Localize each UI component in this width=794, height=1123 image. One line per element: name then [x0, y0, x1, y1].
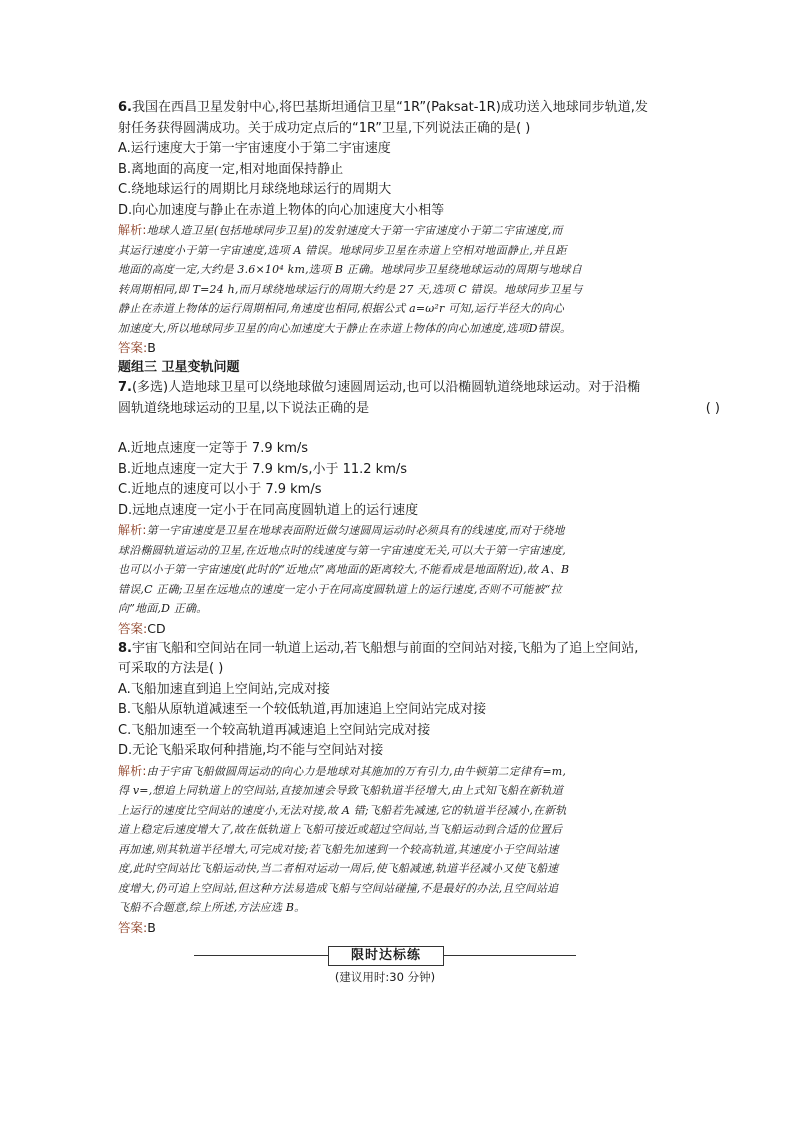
explanation-label: 解析: [118, 523, 147, 537]
question-8-explanation-line: 上运行的速度比空间站的速度小,无法对接,故 A 错;飞船若先减速,它的轨道半径减小,在新轨 [118, 803, 567, 817]
question-8-option-c: C.飞船加速至一个较高轨道再减速追上空间站完成对接 [118, 722, 431, 738]
question-7-option-c: C.近地点的速度可以小于 7.9 km/s [118, 482, 322, 497]
question-7-option-b: B.近地点速度一定大于 7.9 km/s,小于 11.2 km/s [118, 461, 408, 477]
section-banner [118, 944, 720, 968]
spacer [118, 419, 720, 439]
question-7-stem-line2: 圆轨道绕地球运动的卫星,以下说法正确的是 ( ) [118, 399, 720, 420]
explanation-label: 解析: [118, 763, 147, 778]
question-6-explanation-line: 其运行速度小于第一宇宙速度,选项 A 错误。地球同步卫星在赤道上空相对地面静止,并且距 [118, 243, 567, 257]
question-7-stem-line1: 7.(多选)人造地球卫星可以绕地球做匀速圆周运动,也可以沿椭圆轨道绕地球运动。对于沿椭 [118, 380, 641, 395]
question-7-explanation-line: 解析:第一宇宙速度是卫星在地球表面附近做匀速圆周运动时必须具有的线速度,而对于绕地 [118, 523, 565, 537]
banner-rule-left [194, 955, 328, 956]
question-8-explanation-line: 再加速,则其轨道半径增大,可完成对接;若飞船先加速到一个较高轨道,其速度小于空间站速 [118, 842, 559, 856]
answer-label: 答案: [118, 340, 148, 355]
section-heading: 题组三 卫星变轨问题 [118, 360, 240, 375]
question-8-stem-line2: 可采取的方法是( ) [118, 661, 224, 676]
question-8-explanation-line: 得 v=,想追上同轨道上的空间站,直接加速会导致飞船轨道半径增大,由上式知飞船在新轨道 [118, 784, 564, 797]
question-6-explanation-line: 地面的高度一定,大约是 3.6×10⁴ km,选项 B 正确。地球同步卫星绕地球运动的周期与地球自 [118, 263, 583, 276]
question-8-option-d: D.无论飞船采取何种措施,均不能与空间站对接 [118, 743, 384, 758]
question-8-explanation-line: 道上稳定后速度增大了,故在低轨道上飞船可接近或超过空间站,当飞船运动到合适的位置后 [118, 823, 563, 836]
banner-rule-right [444, 955, 576, 956]
question-7-explanation-line: 错误,C 正确;卫星在远地点的速度一定小于在同高度圆轨道上的运行速度,否则不可能被“拉 [118, 582, 562, 596]
question-6-stem-line1: 6.我国在西昌卫星发射中心,将巴基斯坦通信卫星“1R”(Paksat-1R)成功送入地球同步轨道,发 [118, 100, 648, 115]
question-8-answer: 答案:B [118, 919, 156, 935]
question-6-explanation-line: 静止在赤道上物体的运行周期相同,角速度也相同,根据公式 a=ω²r 可知,运行半径大的向心 [118, 302, 564, 315]
answer-label: 答案: [118, 919, 148, 935]
answer-blank: ( ) [705, 400, 720, 416]
banner-title: 限时达标练 [328, 946, 444, 966]
question-8-explanation-line: 度,此时空间站比飞船运动快,当二者相对运动一周后,使飞船减速,轨道半径减小又使飞船速 [118, 862, 559, 875]
explanation-label: 解析: [118, 223, 147, 237]
question-6-stem-line2: 射任务获得圆满成功。关于成功定点后的“1R”卫星,下列说法正确的是( ) [118, 120, 531, 136]
question-6-explanation-line: 解析:地球人造卫星(包括地球同步卫星)的发射速度大于第一宇宙速度小于第二宇宙速度,而 [118, 223, 563, 237]
document-page [118, 98, 720, 986]
question-7-option-a: A.近地点速度一定等于 7.9 km/s [118, 441, 309, 456]
question-number: 6. [118, 100, 132, 115]
question-6-option-d: D.向心加速度与静止在赤道上物体的向心加速度大小相等 [118, 202, 445, 218]
question-number: 8. [118, 640, 132, 656]
question-number: 7. [118, 380, 132, 395]
question-8-option-a: A.飞船加速直到追上空间站,完成对接 [118, 681, 330, 697]
question-7-answer: 答案:CD [118, 620, 166, 636]
question-8-option-b: B.飞船从原轨道减速至一个较低轨道,再加速追上空间站完成对接 [118, 702, 487, 717]
question-7-option-d: D.远地点速度一定小于在同高度圆轨道上的运行速度 [118, 502, 419, 518]
question-7-explanation-line: 也可以小于第一宇宙速度(此时的“近地点”离地面的距离较大,不能看成是地面附近),故 A、B [118, 563, 570, 576]
question-6-answer: 答案:B [118, 340, 156, 355]
question-7-explanation-line: 球沿椭圆轨道运动的卫星,在近地点时的线速度与第一宇宙速度无关,可以大于第一宇宙速度, [118, 543, 566, 557]
question-6-explanation-line: 加速度大,所以地球同步卫星的向心加速度大于静止在赤道上物体的向心加速度,选项D错误。 [118, 321, 572, 335]
suggested-time: (建议用时:30 分钟) [334, 969, 436, 984]
question-6-option-a: A.运行速度大于第一宇宙速度小于第二宇宙速度 [118, 141, 391, 156]
question-7-explanation-line: 向”地面,D 正确。 [118, 602, 208, 615]
question-8-explanation-line: 度增大,仍可追上空间站,但这种方法易造成飞船与空间站碰撞,不是最好的办法,且空间站追 [118, 881, 559, 895]
question-6-option-c: C.绕地球运行的周期比月球绕地球运行的周期大 [118, 182, 392, 197]
question-8-stem-line1: 8.宇宙飞船和空间站在同一轨道上运动,若飞船想与前面的空间站对接,飞船为了追上空间站, [118, 640, 639, 656]
question-8-explanation-line: 解析:由于宇宙飞船做圆周运动的向心力是地球对其施加的万有引力,由牛顿第二定律有=m, [118, 763, 567, 778]
question-6-explanation-line: 转周期相同,即 T=24 h,而月球绕地球运行的周期大约是 27 天,选项 C 错误。地球同步卫星与 [118, 282, 583, 296]
answer-label: 答案: [118, 620, 148, 636]
question-6-option-b: B.离地面的高度一定,相对地面保持静止 [118, 161, 344, 177]
question-8-explanation-line: 飞船不合题意,综上所述,方法应选 B。 [118, 901, 306, 914]
